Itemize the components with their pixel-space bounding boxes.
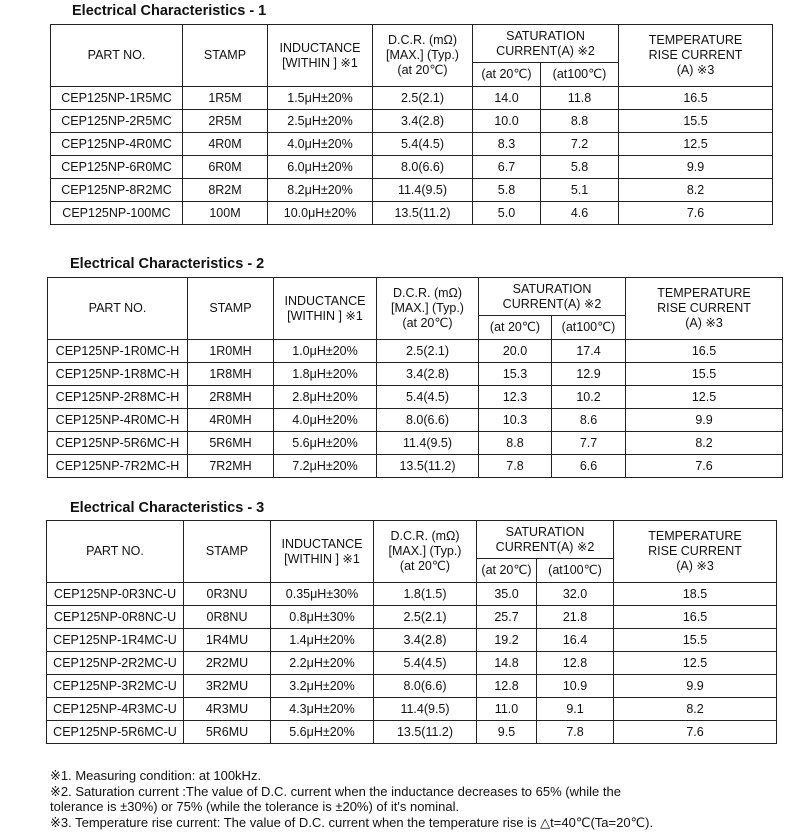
cell-temp-rise: 8.2	[614, 698, 777, 721]
cell-sat-100c: 16.4	[537, 629, 614, 652]
table-row	[47, 606, 777, 629]
cell-sat-20c: 7.8	[479, 455, 552, 478]
cell-part-no: CEP125NP-1R5MC	[51, 87, 183, 110]
header-saturation-current: SATURATION CURRENT(A) ※2	[477, 521, 614, 559]
cell-sat-100c: 6.6	[552, 455, 626, 478]
cell-stamp: 2R5M	[183, 110, 268, 133]
cell-inductance: 1.5μH±20%	[268, 87, 373, 110]
header-saturation-current: SATURATION CURRENT(A) ※2	[473, 25, 619, 63]
table-row	[48, 455, 783, 478]
cell-part-no: CEP125NP-7R2MC-H	[48, 455, 188, 478]
header-dcr: D.C.R. (mΩ) [MAX.] (Typ.) (at 20℃)	[377, 278, 479, 340]
footnote-3: ※3. Temperature rise current: The value of D.C. current when the temperature rise is △t=40℃(Ta=20℃).	[50, 814, 654, 830]
cell-stamp: 4R3MU	[184, 698, 271, 721]
cell-dcr: 11.4(9.5)	[377, 432, 479, 455]
cell-dcr: 5.4(4.5)	[377, 386, 479, 409]
footnote-1: ※1. Measuring condition: at 100kHz.	[50, 768, 262, 783]
cell-part-no: CEP125NP-4R3MC-U	[47, 698, 184, 721]
cell-inductance: 2.8μH±20%	[274, 386, 377, 409]
cell-sat-20c: 14.0	[473, 87, 541, 110]
cell-stamp: 7R2MH	[188, 455, 274, 478]
cell-stamp: 2R8MH	[188, 386, 274, 409]
cell-part-no: CEP125NP-0R8NC-U	[47, 606, 184, 629]
cell-sat-20c: 5.8	[473, 179, 541, 202]
header-sat-at-20c: (at 20℃)	[477, 559, 537, 583]
header-temperature-rise-current: TEMPERATURE RISE CURRENT (A) ※3	[619, 25, 773, 87]
cell-inductance: 10.0μH±20%	[268, 202, 373, 225]
cell-sat-20c: 9.5	[477, 721, 537, 744]
header-saturation-current: SATURATION CURRENT(A) ※2	[479, 278, 626, 316]
cell-part-no: CEP125NP-1R8MC-H	[48, 363, 188, 386]
cell-dcr: 5.4(4.5)	[373, 133, 473, 156]
cell-part-no: CEP125NP-5R6MC-U	[47, 721, 184, 744]
cell-inductance: 1.4μH±20%	[271, 629, 374, 652]
cell-temp-rise: 16.5	[619, 87, 773, 110]
cell-inductance: 4.0μH±20%	[268, 133, 373, 156]
cell-inductance: 5.6μH±20%	[274, 432, 377, 455]
cell-part-no: CEP125NP-4R0MC-H	[48, 409, 188, 432]
cell-inductance: 7.2μH±20%	[274, 455, 377, 478]
cell-inductance: 2.5μH±20%	[268, 110, 373, 133]
footnote-2: ※2. Saturation current :The value of D.C. current when the inductance decreases to 65% (while the	[50, 783, 621, 799]
table-row	[48, 432, 783, 455]
electrical-characteristics-table-2	[47, 277, 783, 478]
cell-sat-20c: 19.2	[477, 629, 537, 652]
table-row	[48, 409, 783, 432]
table-row	[51, 133, 773, 156]
cell-part-no: CEP125NP-1R4MC-U	[47, 629, 184, 652]
table-row	[47, 675, 777, 698]
table-row	[51, 110, 773, 133]
footnotes	[50, 768, 653, 830]
cell-part-no: CEP125NP-1R0MC-H	[48, 340, 188, 363]
cell-sat-20c: 5.0	[473, 202, 541, 225]
cell-inductance: 5.6μH±20%	[271, 721, 374, 744]
table-row	[47, 721, 777, 744]
cell-stamp: 1R0MH	[188, 340, 274, 363]
cell-sat-20c: 8.3	[473, 133, 541, 156]
cell-stamp: 5R6MU	[184, 721, 271, 744]
cell-temp-rise: 15.5	[626, 363, 783, 386]
cell-inductance: 1.0μH±20%	[274, 340, 377, 363]
cell-part-no: CEP125NP-100MC	[51, 202, 183, 225]
cell-dcr: 11.4(9.5)	[374, 698, 477, 721]
cell-sat-100c: 21.8	[537, 606, 614, 629]
header-sat-at-100c: (at100℃)	[552, 316, 626, 340]
cell-temp-rise: 16.5	[626, 340, 783, 363]
cell-part-no: CEP125NP-3R2MC-U	[47, 675, 184, 698]
cell-sat-100c: 5.1	[541, 179, 619, 202]
electrical-characteristics-table-1	[50, 24, 773, 225]
cell-sat-20c: 10.0	[473, 110, 541, 133]
cell-stamp: 100M	[183, 202, 268, 225]
header-inductance: INDUCTANCE [WITHIN ] ※1	[274, 278, 377, 340]
table-row	[47, 629, 777, 652]
header-temperature-rise-current: TEMPERATURE RISE CURRENT (A) ※3	[626, 278, 783, 340]
cell-sat-20c: 12.3	[479, 386, 552, 409]
cell-inductance: 0.8μH±30%	[271, 606, 374, 629]
cell-inductance: 2.2μH±20%	[271, 652, 374, 675]
cell-dcr: 5.4(4.5)	[374, 652, 477, 675]
cell-temp-rise: 15.5	[619, 110, 773, 133]
cell-dcr: 3.4(2.8)	[373, 110, 473, 133]
cell-stamp: 1R4MU	[184, 629, 271, 652]
cell-temp-rise: 12.5	[614, 652, 777, 675]
cell-stamp: 8R2M	[183, 179, 268, 202]
cell-sat-100c: 4.6	[541, 202, 619, 225]
cell-sat-100c: 9.1	[537, 698, 614, 721]
cell-part-no: CEP125NP-2R8MC-H	[48, 386, 188, 409]
cell-sat-100c: 17.4	[552, 340, 626, 363]
header-part-no: PART NO.	[51, 25, 183, 87]
header-dcr: D.C.R. (mΩ) [MAX.] (Typ.) (at 20℃)	[373, 25, 473, 87]
cell-dcr: 2.5(2.1)	[374, 606, 477, 629]
cell-sat-20c: 35.0	[477, 583, 537, 606]
header-part-no: PART NO.	[48, 278, 188, 340]
header-sat-at-100c: (at100℃)	[541, 63, 619, 87]
cell-dcr: 8.0(6.6)	[374, 675, 477, 698]
cell-temp-rise: 12.5	[626, 386, 783, 409]
cell-sat-100c: 7.7	[552, 432, 626, 455]
cell-part-no: CEP125NP-8R2MC	[51, 179, 183, 202]
cell-stamp: 4R0M	[183, 133, 268, 156]
cell-part-no: CEP125NP-5R6MC-H	[48, 432, 188, 455]
cell-sat-20c: 14.8	[477, 652, 537, 675]
cell-stamp: 4R0MH	[188, 409, 274, 432]
cell-sat-100c: 12.8	[537, 652, 614, 675]
header-part-no: PART NO.	[47, 521, 184, 583]
cell-temp-rise: 18.5	[614, 583, 777, 606]
header-sat-at-20c: (at 20℃)	[479, 316, 552, 340]
cell-stamp: 5R6MH	[188, 432, 274, 455]
table-row	[51, 156, 773, 179]
cell-dcr: 2.5(2.1)	[377, 340, 479, 363]
cell-stamp: 2R2MU	[184, 652, 271, 675]
cell-stamp: 0R3NU	[184, 583, 271, 606]
table-2-title: Electrical Characteristics - 2	[70, 256, 265, 272]
cell-temp-rise: 7.6	[626, 455, 783, 478]
cell-sat-100c: 32.0	[537, 583, 614, 606]
cell-temp-rise: 7.6	[619, 202, 773, 225]
table-row	[47, 583, 777, 606]
table-row	[47, 652, 777, 675]
cell-dcr: 2.5(2.1)	[373, 87, 473, 110]
cell-temp-rise: 8.2	[626, 432, 783, 455]
cell-temp-rise: 15.5	[614, 629, 777, 652]
cell-sat-100c: 8.8	[541, 110, 619, 133]
header-stamp: STAMP	[184, 521, 271, 583]
cell-sat-100c: 10.2	[552, 386, 626, 409]
cell-dcr: 8.0(6.6)	[377, 409, 479, 432]
cell-temp-rise: 7.6	[614, 721, 777, 744]
footnote-2-continued: tolerance is ±30%) or 75% (while the tolerance is ±20%) of it's nominal.	[50, 799, 460, 815]
header-inductance: INDUCTANCE [WITHIN ] ※1	[268, 25, 373, 87]
cell-temp-rise: 12.5	[619, 133, 773, 156]
cell-stamp: 6R0M	[183, 156, 268, 179]
cell-inductance: 6.0μH±20%	[268, 156, 373, 179]
cell-sat-20c: 25.7	[477, 606, 537, 629]
cell-stamp: 1R5M	[183, 87, 268, 110]
cell-sat-20c: 12.8	[477, 675, 537, 698]
cell-dcr: 13.5(11.2)	[377, 455, 479, 478]
cell-stamp: 3R2MU	[184, 675, 271, 698]
cell-inductance: 8.2μH±20%	[268, 179, 373, 202]
cell-inductance: 4.3μH±20%	[271, 698, 374, 721]
cell-sat-100c: 7.8	[537, 721, 614, 744]
table-row	[48, 386, 783, 409]
header-dcr: D.C.R. (mΩ) [MAX.] (Typ.) (at 20℃)	[374, 521, 477, 583]
cell-part-no: CEP125NP-2R2MC-U	[47, 652, 184, 675]
cell-sat-20c: 8.8	[479, 432, 552, 455]
table-3-title: Electrical Characteristics - 3	[70, 500, 265, 516]
header-inductance: INDUCTANCE [WITHIN ] ※1	[271, 521, 374, 583]
table-row	[51, 202, 773, 225]
cell-part-no: CEP125NP-4R0MC	[51, 133, 183, 156]
cell-temp-rise: 8.2	[619, 179, 773, 202]
cell-sat-100c: 12.9	[552, 363, 626, 386]
cell-part-no: CEP125NP-2R5MC	[51, 110, 183, 133]
cell-temp-rise: 9.9	[626, 409, 783, 432]
cell-part-no: CEP125NP-0R3NC-U	[47, 583, 184, 606]
cell-sat-20c: 6.7	[473, 156, 541, 179]
electrical-characteristics-table-3	[46, 520, 777, 744]
table-row	[48, 363, 783, 386]
cell-dcr: 11.4(9.5)	[373, 179, 473, 202]
cell-sat-100c: 8.6	[552, 409, 626, 432]
cell-dcr: 3.4(2.8)	[374, 629, 477, 652]
cell-sat-100c: 11.8	[541, 87, 619, 110]
cell-inductance: 3.2μH±20%	[271, 675, 374, 698]
header-temperature-rise-current: TEMPERATURE RISE CURRENT (A) ※3	[614, 521, 777, 583]
cell-stamp: 0R8NU	[184, 606, 271, 629]
header-stamp: STAMP	[188, 278, 274, 340]
header-stamp: STAMP	[183, 25, 268, 87]
cell-sat-100c: 5.8	[541, 156, 619, 179]
cell-dcr: 8.0(6.6)	[373, 156, 473, 179]
table-1-title: Electrical Characteristics - 1	[72, 3, 267, 19]
cell-sat-100c: 7.2	[541, 133, 619, 156]
cell-sat-20c: 20.0	[479, 340, 552, 363]
cell-stamp: 1R8MH	[188, 363, 274, 386]
cell-inductance: 1.8μH±20%	[274, 363, 377, 386]
cell-dcr: 13.5(11.2)	[373, 202, 473, 225]
header-sat-at-20c: (at 20℃)	[473, 63, 541, 87]
cell-dcr: 13.5(11.2)	[374, 721, 477, 744]
cell-inductance: 0.35μH±30%	[271, 583, 374, 606]
cell-sat-20c: 11.0	[477, 698, 537, 721]
cell-sat-20c: 10.3	[479, 409, 552, 432]
cell-dcr: 3.4(2.8)	[377, 363, 479, 386]
table-row	[47, 698, 777, 721]
table-row	[51, 87, 773, 110]
cell-sat-100c: 10.9	[537, 675, 614, 698]
cell-dcr: 1.8(1.5)	[374, 583, 477, 606]
cell-temp-rise: 16.5	[614, 606, 777, 629]
cell-part-no: CEP125NP-6R0MC	[51, 156, 183, 179]
table-row	[48, 340, 783, 363]
cell-inductance: 4.0μH±20%	[274, 409, 377, 432]
cell-temp-rise: 9.9	[614, 675, 777, 698]
header-sat-at-100c: (at100℃)	[537, 559, 614, 583]
cell-sat-20c: 15.3	[479, 363, 552, 386]
table-row	[51, 179, 773, 202]
cell-temp-rise: 9.9	[619, 156, 773, 179]
